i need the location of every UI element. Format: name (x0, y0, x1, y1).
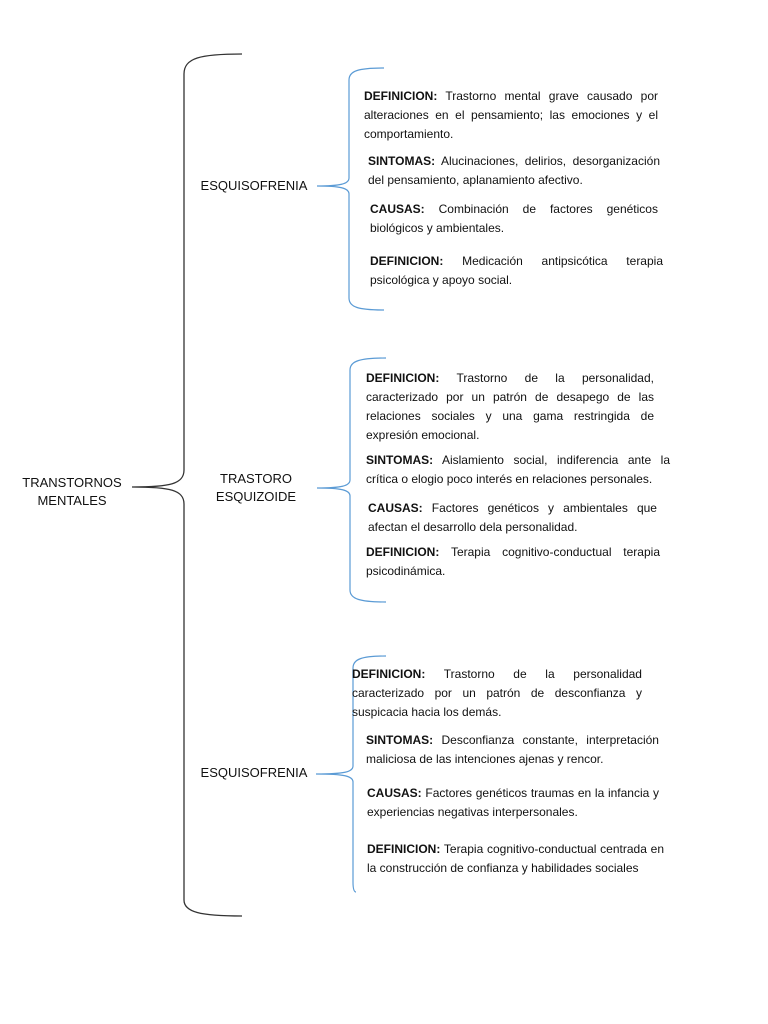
item-label: DEFINICION: (364, 89, 438, 103)
category-title-esquisofrenia-2: ESQUISOFRENIA (200, 765, 308, 780)
category-title-esquizoide: TRASTORO ESQUIZOIDE (215, 471, 297, 504)
item-text: Medicación antipsicótica terapia psicológica y apoyo social. (370, 254, 663, 287)
treatment-block (366, 543, 660, 581)
category-title-esquisofrenia: ESQUISOFRENIA (200, 178, 308, 193)
item-text: Aislamiento social, indiferencia ante la crítica o elogio poco interés en relaciones personales. (366, 453, 670, 486)
item-label: CAUSAS: (368, 501, 423, 515)
item-label: DEFINICION: (366, 371, 440, 385)
item-text: Alucinaciones, delirios, desorganización del pensamiento, aplanamiento afectivo. (368, 154, 660, 187)
symptoms-block (366, 451, 670, 489)
causes-block (367, 784, 659, 822)
causes-block (368, 499, 657, 537)
item-text: Trastorno mental grave causado por alteraciones en el pensamiento; las emociones y el comportamiento. (364, 89, 658, 141)
definition-block (366, 369, 654, 445)
definition-block (352, 665, 642, 722)
treatment-block (370, 252, 663, 290)
item-text: Trastorno de la personalidad, caracterizado por un patrón de desapego de las relaciones sociales y una gama restringida de expresión emocional. (366, 371, 654, 442)
item-text: Terapia cognitivo-conductual centrada en la construcción de confianza y habilidades sociales (367, 842, 664, 875)
item-label: DEFINICION: (366, 545, 440, 559)
symptoms-block (368, 152, 660, 190)
root-label: TRANSTORNOS MENTALES (22, 475, 122, 508)
definition-block (364, 87, 658, 144)
item-label: CAUSAS: (370, 202, 425, 216)
item-label: DEFINICION: (352, 667, 426, 681)
item-text: Terapia cognitivo-conductual terapia psicodinámica. (366, 545, 660, 578)
item-text: Factores genéticos traumas en la infancia y experiencias negativas interpersonales. (367, 786, 659, 819)
item-text: Combinación de factores genéticos biológicos y ambientales. (370, 202, 658, 235)
item-text: Factores genéticos y ambientales que afectan el desarrollo dela personalidad. (368, 501, 657, 534)
item-label: SINTOMAS: (368, 154, 436, 168)
item-label: DEFINICION: (367, 842, 441, 856)
item-label: SINTOMAS: (366, 733, 434, 747)
item-text: Trastorno de la personalidad caracterizado por un patrón de desconfianza y suspicacia hacia los demás. (352, 667, 642, 719)
symptoms-block (366, 731, 659, 769)
item-text: Desconfianza constante, interpretación maliciosa de las intenciones ajenas y rencor. (366, 733, 659, 766)
causes-block (370, 200, 658, 238)
treatment-block (367, 840, 664, 878)
item-label: CAUSAS: (367, 786, 422, 800)
item-label: DEFINICION: (370, 254, 444, 268)
item-label: SINTOMAS: (366, 453, 434, 467)
